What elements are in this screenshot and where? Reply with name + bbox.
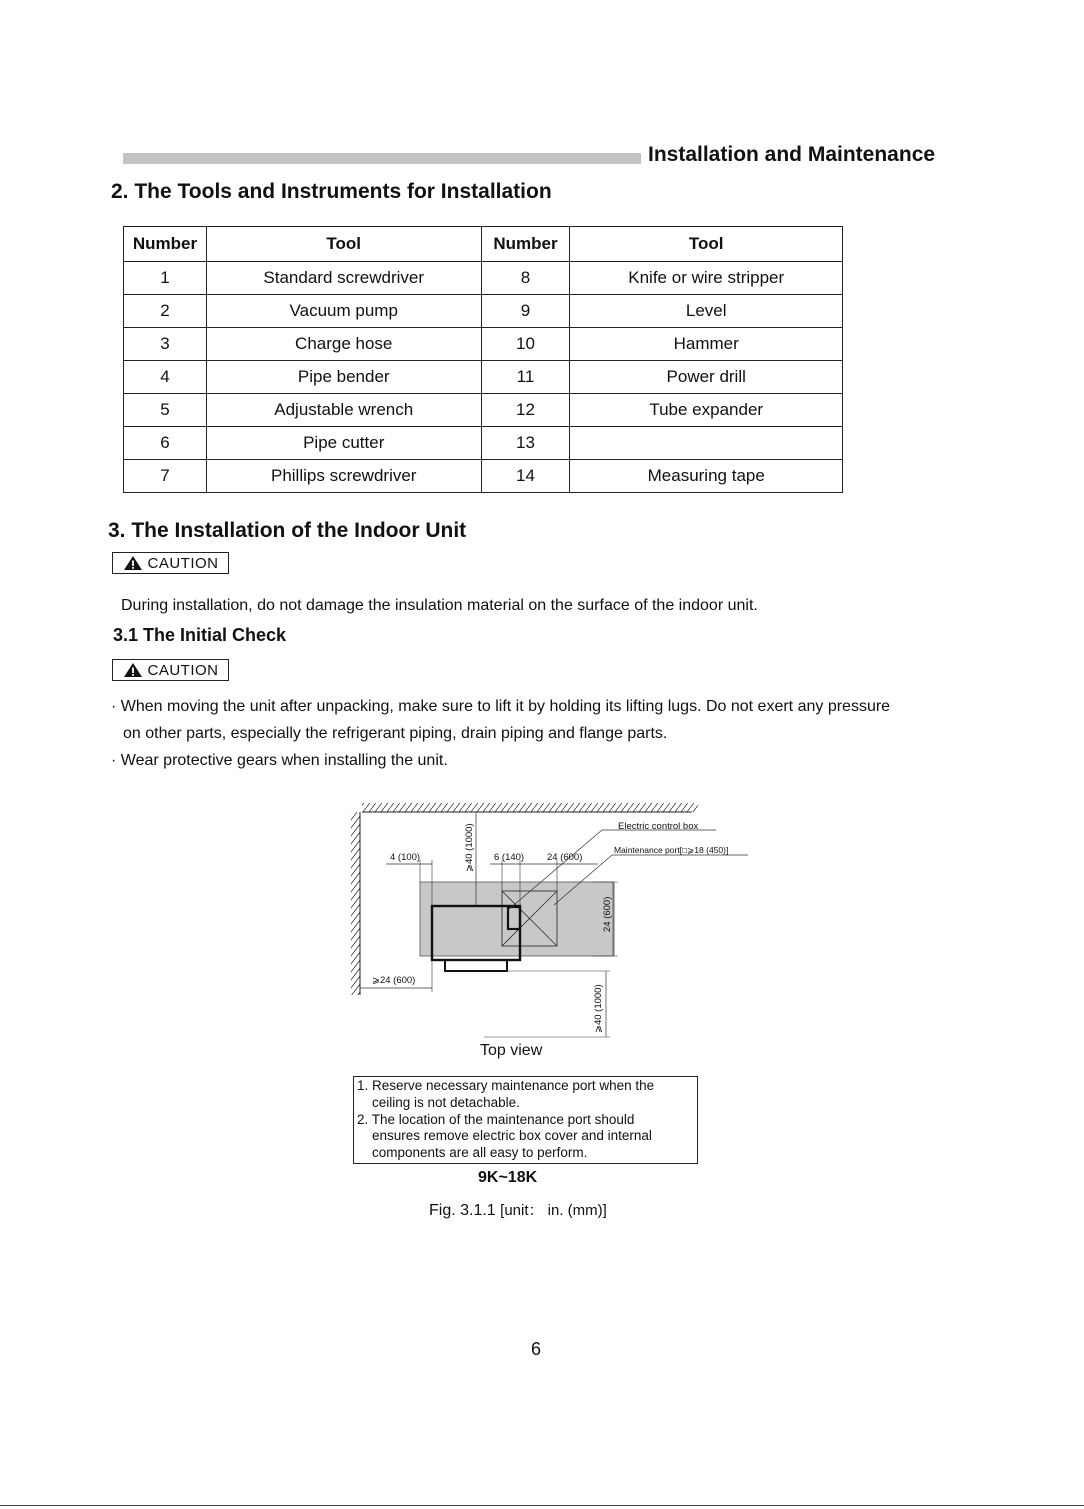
dim-40-1000-bottom: ⩾40 (1000) [593, 984, 604, 1033]
table-cell: 3 [124, 328, 207, 361]
note-line: 2. The location of the maintenance port should [357, 1111, 635, 1127]
table-row [124, 328, 843, 361]
table-cell: Pipe cutter [206, 427, 481, 460]
list-item [111, 698, 890, 716]
table-row [124, 394, 843, 427]
subsection-title: 3.1 The Initial Check [113, 625, 287, 645]
section-2-title: 2. The Tools and Instruments for Installation [111, 180, 552, 203]
note-line: components are all easy to perform. [372, 1145, 588, 1161]
table-header-cell: Tool [206, 227, 481, 262]
bullet-dot: · [111, 698, 117, 715]
table-header-cell: Number [481, 227, 570, 262]
wall-hatch-left [351, 812, 360, 995]
list-item-text: Wear protective gears when installing the unit. [120, 752, 448, 769]
list-item [111, 752, 448, 770]
figure-number: Fig. 3.1.1 [429, 1202, 496, 1219]
caution-label [112, 552, 229, 574]
table-cell: Measuring tape [570, 460, 843, 493]
table-cell: 2 [124, 295, 207, 328]
caution-description: During installation, do not damage the insulation material on the surface of the indoor unit. [121, 597, 758, 614]
installation-clearance-diagram [340, 795, 760, 1045]
figure-notes-box [353, 1076, 698, 1164]
warning-icon [123, 555, 143, 571]
dim-24-600-top: 24 (600) [547, 852, 583, 863]
table-cell: Standard screwdriver [206, 262, 481, 295]
table-cell: 11 [481, 361, 570, 394]
wall-hatch-top [362, 803, 698, 812]
dim-40-1000-top: ⩾40 (1000) [464, 823, 475, 872]
dim-4-100: 4 (100) [390, 852, 421, 863]
table-cell: Level [570, 295, 843, 328]
list-item-continuation: on other parts, especially the refrigerant piping, drain piping and flange parts. [123, 725, 668, 742]
table-header-cell: Tool [570, 227, 843, 262]
table-cell: Power drill [570, 361, 843, 394]
table-cell: Tube expander [570, 394, 843, 427]
dim-6-140: 6 (140) [494, 852, 525, 863]
table-cell: Adjustable wrench [206, 394, 481, 427]
bullet-dot: · [111, 752, 117, 769]
table-header-row [124, 227, 843, 262]
caution-text: CAUTION [147, 661, 219, 679]
table-row [124, 427, 843, 460]
table-cell: 12 [481, 394, 570, 427]
caution-text: CAUTION [147, 554, 219, 572]
caution-label [112, 659, 229, 681]
table-row [124, 295, 843, 328]
table-cell: Vacuum pump [206, 295, 481, 328]
table-cell: 4 [124, 361, 207, 394]
label-electric-control-box: Electric control box [618, 821, 699, 832]
table-row [124, 460, 843, 493]
label-maintenance-port: Maintenance port[□⩾18 (450)] [614, 845, 729, 855]
table-cell: 7 [124, 460, 207, 493]
header-rule [123, 153, 641, 164]
figure-caption [429, 1199, 607, 1220]
table-cell: 9 [481, 295, 570, 328]
table-cell: 13 [481, 427, 570, 460]
table-row [124, 262, 843, 295]
table-cell: 14 [481, 460, 570, 493]
table-cell: 5 [124, 394, 207, 427]
table-cell: Pipe bender [206, 361, 481, 394]
figure-view-caption: Top view [480, 1042, 543, 1059]
page-number: 6 [531, 1339, 542, 1359]
table-cell: 10 [481, 328, 570, 361]
table-row [124, 361, 843, 394]
footer-rule [0, 1505, 1084, 1506]
unit-flange [445, 960, 507, 971]
tools-table [123, 226, 843, 493]
model-range-label: 9K~18K [478, 1169, 538, 1186]
figure-unit: [unit： in. (mm)] [500, 1202, 607, 1219]
table-cell: Hammer [570, 328, 843, 361]
note-line: 1. Reserve necessary maintenance port when the [357, 1078, 655, 1093]
note-line: ceiling is not detachable. [372, 1094, 520, 1110]
table-cell: 8 [481, 262, 570, 295]
dim-24-600-right: 24 (600) [602, 896, 613, 932]
table-cell: 6 [124, 427, 207, 460]
table-cell: 1 [124, 262, 207, 295]
table-cell: Knife or wire stripper [570, 262, 843, 295]
section-3-title: 3. The Installation of the Indoor Unit [108, 519, 467, 542]
table-cell: Charge hose [206, 328, 481, 361]
warning-icon [123, 662, 143, 678]
list-item-text: When moving the unit after unpacking, make sure to lift it by holding its lifting lugs. Do not exert any pressure [120, 698, 891, 715]
table-cell: Phillips screwdriver [206, 460, 481, 493]
table-cell [570, 427, 843, 460]
dim-24-600-bottom: ⩾24 (600) [372, 975, 416, 986]
note-line: ensures remove electric box cover and internal [372, 1128, 652, 1144]
running-header-title: Installation and Maintenance [648, 143, 936, 166]
unit-footprint [420, 882, 613, 956]
table-header-cell: Number [124, 227, 207, 262]
